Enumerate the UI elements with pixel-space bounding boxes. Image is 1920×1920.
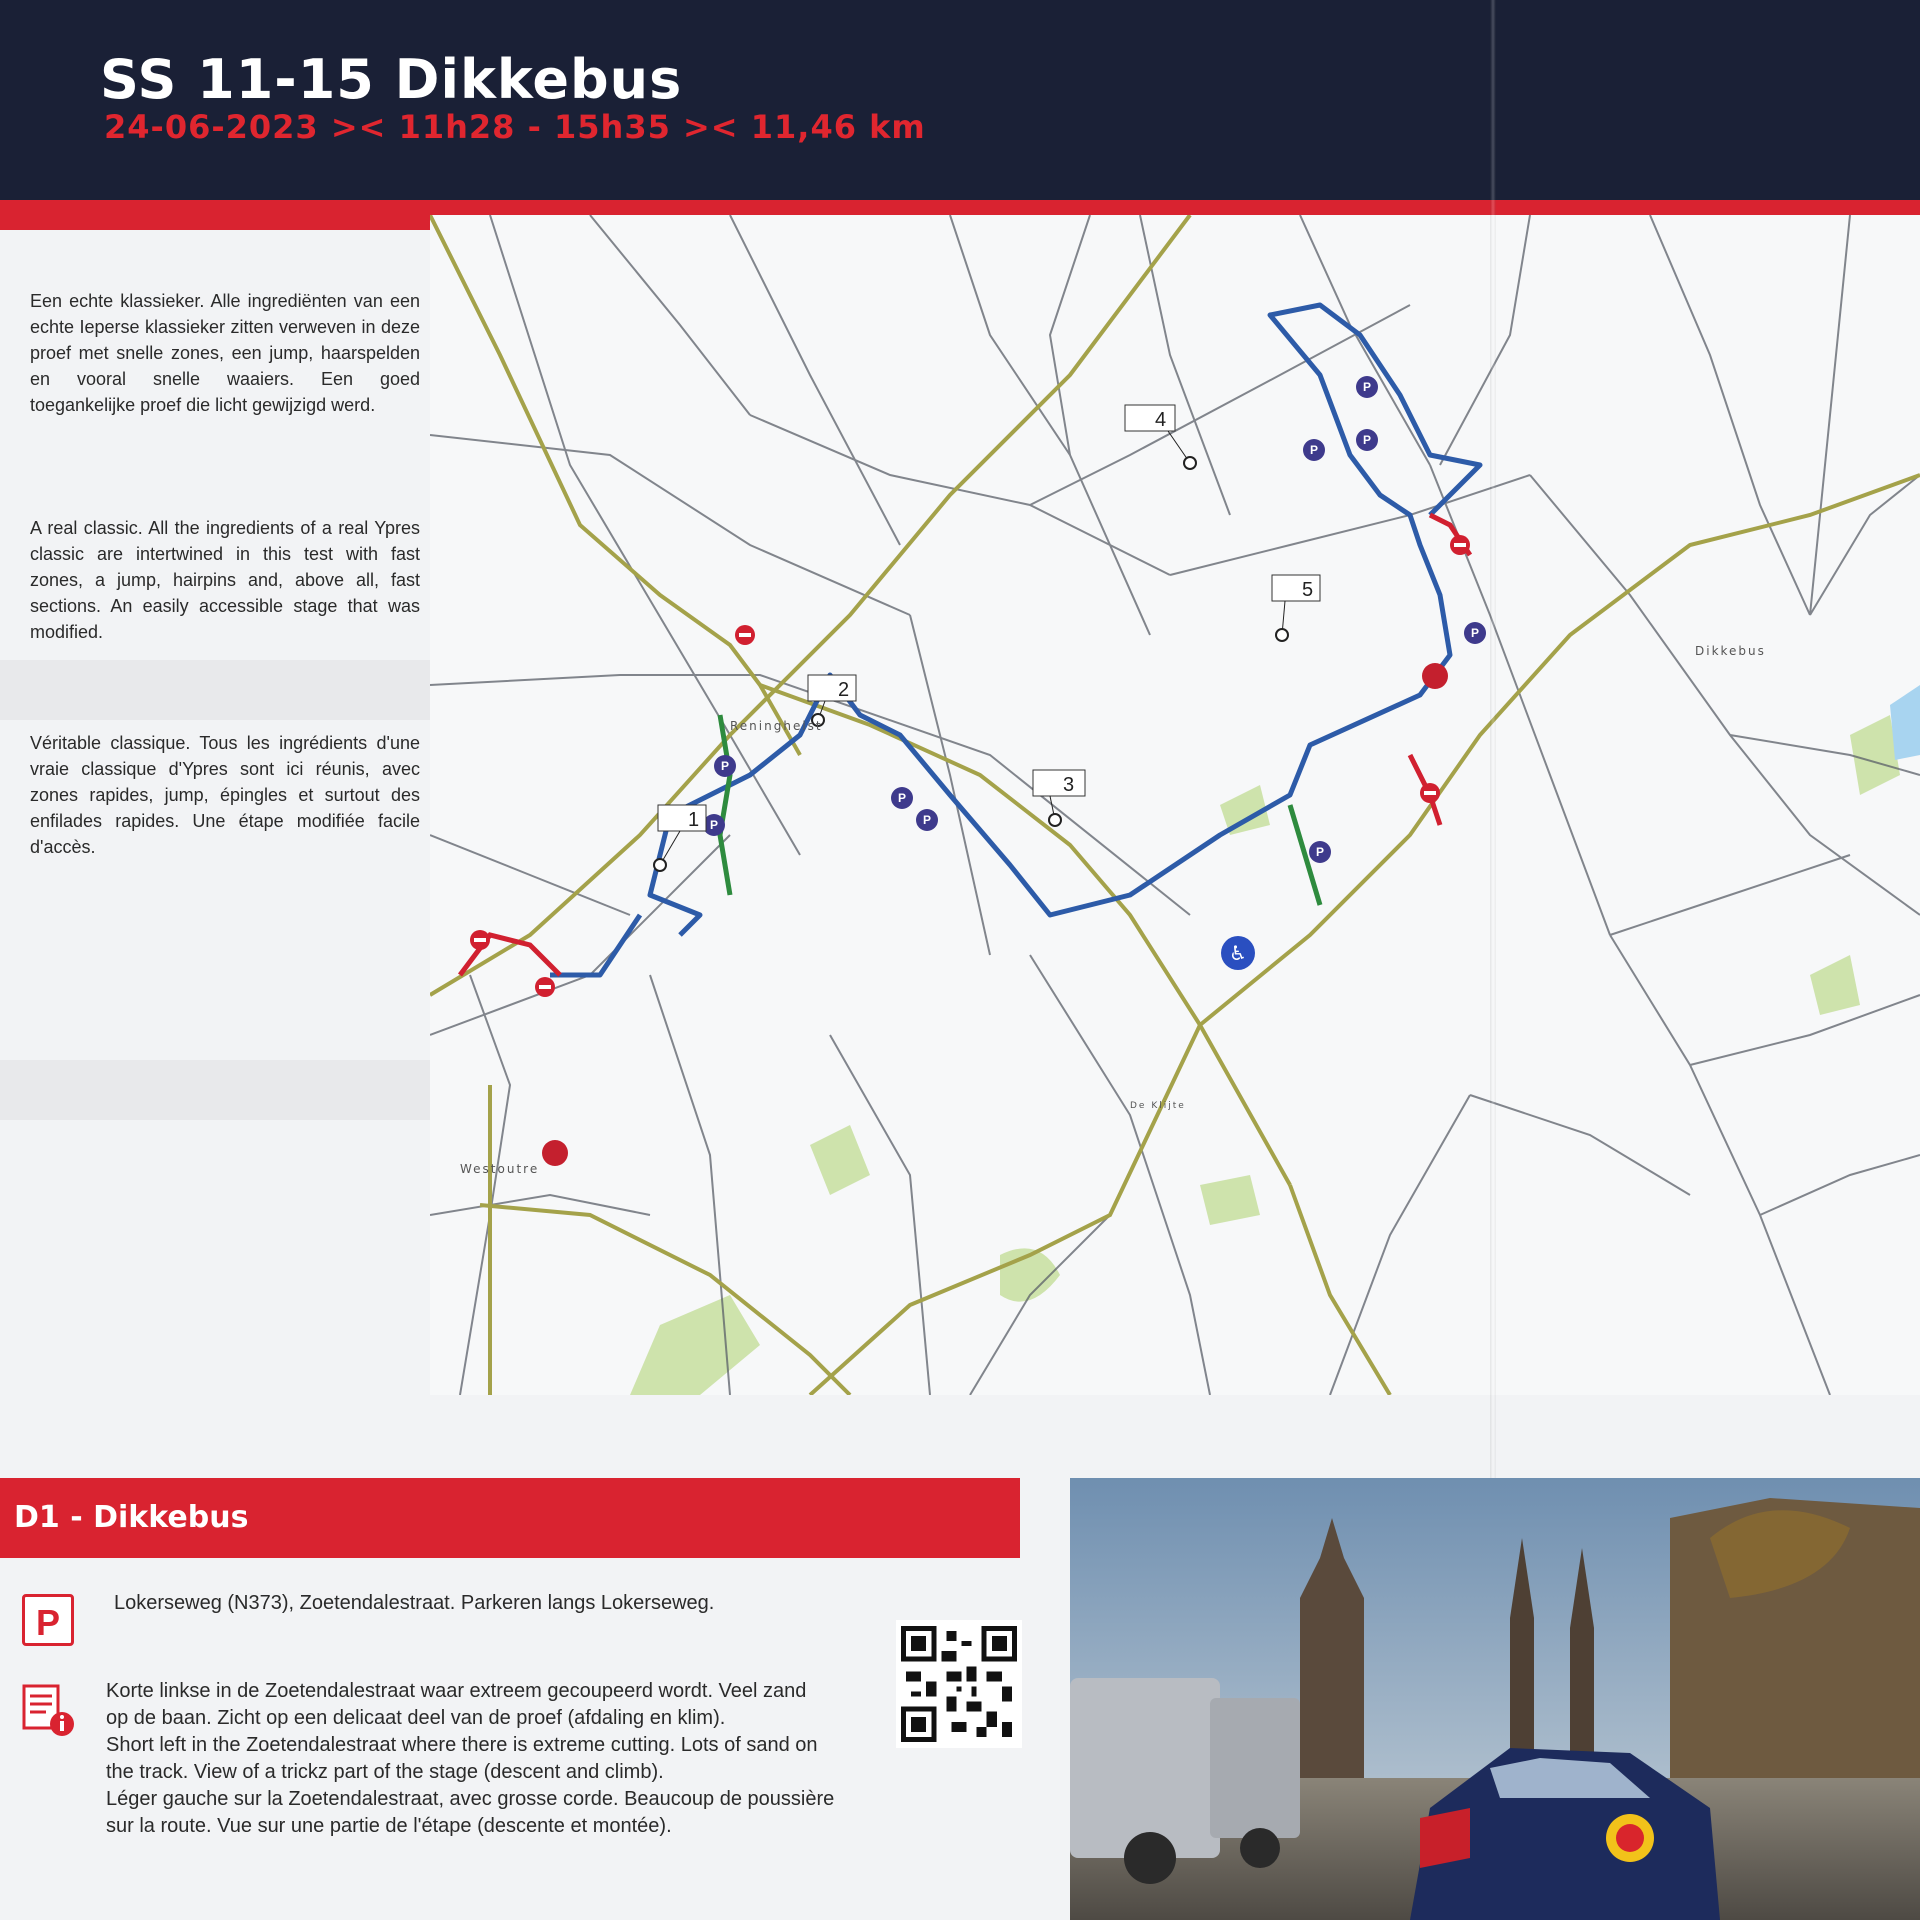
truck: [1070, 1678, 1220, 1858]
svg-text:2: 2: [838, 679, 850, 701]
svg-text:P: P: [1362, 380, 1372, 394]
start-finish-markers: [542, 663, 1448, 1166]
stage-label: D1 - Dikkebus: [14, 1500, 249, 1535]
spectator-zone-4: [1125, 405, 1196, 469]
wheelchair-access-icon: [1221, 936, 1255, 970]
spectator-zone-3: [1033, 770, 1085, 826]
svg-text:Reninghelst: Reninghelst: [730, 719, 823, 733]
info-line: Short left in the Zoetendalestraat where there is extreme cutting. Lots of sand on: [106, 1734, 818, 1756]
svg-text:P: P: [1470, 626, 1480, 640]
svg-text:3: 3: [1063, 774, 1075, 796]
intro-french: Véritable classique. Tous les ingrédients d'une vraie classique d'Ypres sont ici réunis, avec zones rapides, jump, épingles et surtout des enfilades rapides. Une étape modifiée facile d'accès.: [30, 733, 420, 857]
parking-sign-icon: P: [22, 1594, 74, 1646]
rally-car-photo: [1070, 1478, 1920, 1920]
stage-map[interactable]: [430, 215, 1920, 1395]
page-subtitle: 24-06-2023 >< 11h28 - 15h35 >< 11,46 km: [104, 108, 926, 146]
svg-text:5: 5: [1302, 579, 1314, 601]
svg-text:P: P: [897, 791, 907, 805]
minor-roads: [430, 215, 1920, 1395]
svg-text:P: P: [720, 759, 730, 773]
svg-text:Dikkebus: Dikkebus: [1695, 644, 1766, 658]
info-line: the track. View of a trickz part of the stage (descent and climb).: [106, 1761, 664, 1783]
svg-text:P: P: [709, 818, 719, 832]
info-line: op de baan. Zicht op een delicaat deel van de proef (afdaling en klim).: [106, 1707, 726, 1729]
svg-text:De Klijte: De Klijte: [1130, 1101, 1186, 1111]
svg-text:P: P: [1315, 845, 1325, 859]
svg-text:Westoutre: Westoutre: [460, 1162, 540, 1176]
parking-description: Lokerseweg (N373), Zoetendalestraat. Parkeren langs Lokerseweg.: [114, 1592, 715, 1614]
access-info: [106, 1678, 876, 1840]
faded-band: [0, 1060, 440, 1120]
header-banner: [0, 0, 1920, 215]
svg-text:P: P: [1362, 433, 1372, 447]
stage-section-banner: [0, 1478, 1020, 1558]
intro-english: A real classic. All the ingredients of a real Ypres classic are intertwined in this test with fast zones, a jump, hairpins and, above all, fast sections. An easily accessible stage that was modified.: [30, 518, 420, 642]
svg-text:1: 1: [688, 809, 700, 831]
svg-text:4: 4: [1155, 409, 1167, 431]
intro-dutch: Een echte klassieker. Alle ingrediënten van een echte Ieperse klassieker zitten verweven in deze proef met snelle zones, een jump, haarspelden en vooral snelle waaiers. Een goed toegankelijke proef die licht gewijzigd werd.: [30, 291, 420, 415]
main-roads: [430, 215, 1920, 1395]
water-area: [1890, 685, 1920, 760]
info-line: sur la route. Vue sur une partie de l'étape (descente et montée).: [106, 1815, 672, 1837]
svg-text:♿: ♿: [1229, 941, 1247, 965]
forest-patches: [630, 715, 1900, 1395]
svg-text:P: P: [922, 813, 932, 827]
qr-code-icon[interactable]: [896, 1620, 1022, 1748]
info-document-icon: [18, 1680, 78, 1740]
svg-text:P: P: [1309, 443, 1319, 457]
info-line: Korte linkse in de Zoetendalestraat waar extreem gecoupeerd wordt. Veel zand: [106, 1680, 807, 1702]
parking-markers: [703, 376, 1486, 863]
info-line: Léger gauche sur la Zoetendalestraat, avec grosse corde. Beaucoup de poussière: [106, 1788, 835, 1810]
parking-letters: [710, 380, 1479, 859]
spectator-zone-5: [1272, 575, 1320, 641]
faded-band: [0, 660, 440, 720]
page-title: SS 11-15 Dikkebus: [100, 48, 683, 111]
